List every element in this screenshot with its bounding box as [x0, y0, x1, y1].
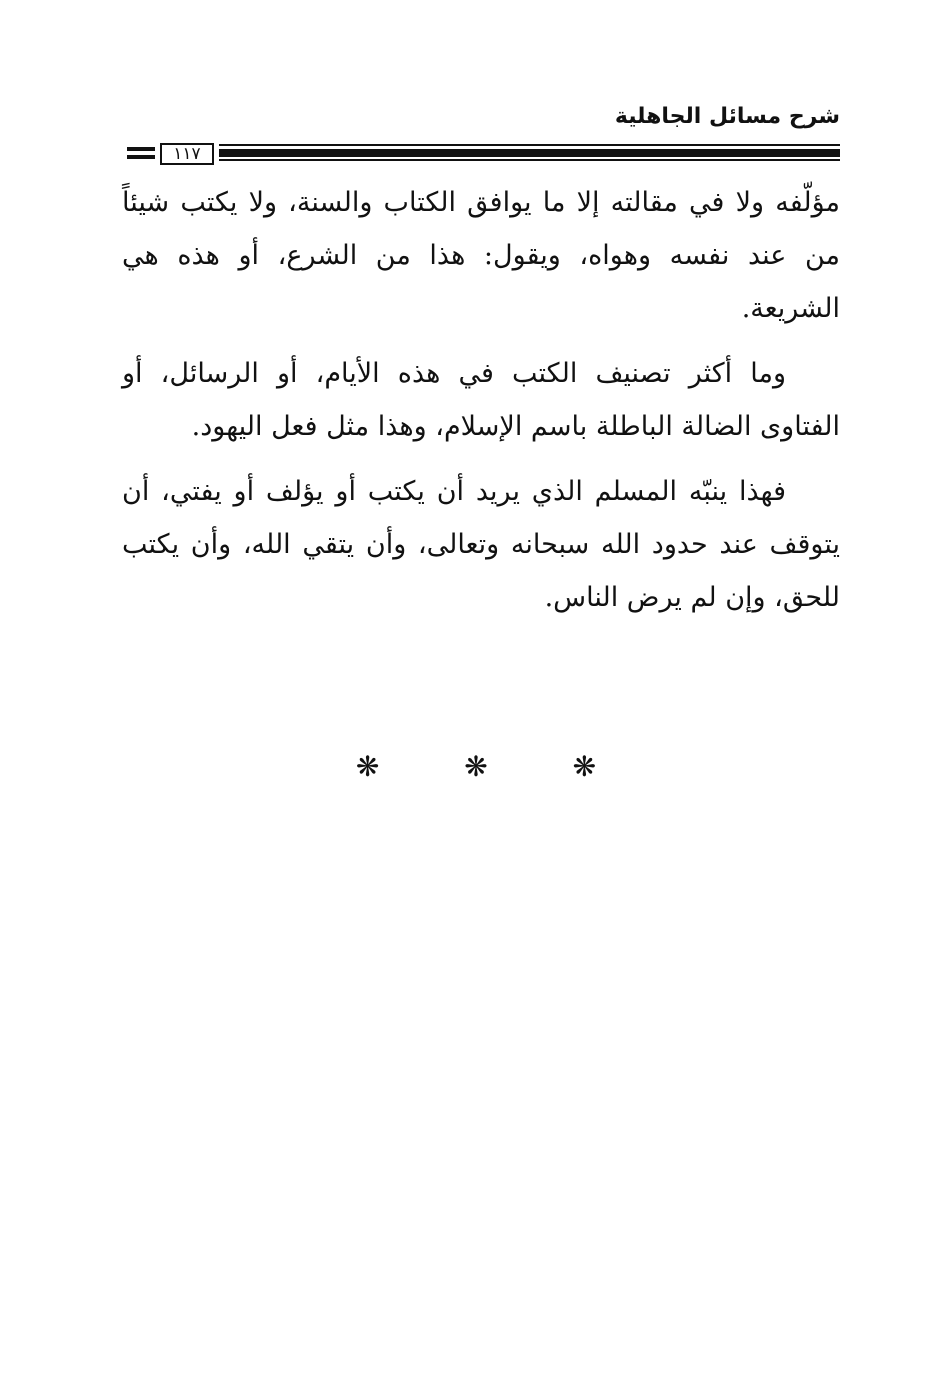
- header-rule-left-bars: [127, 147, 155, 159]
- header-rule-right-lines: [219, 143, 840, 163]
- paragraph-continuation: مؤلّفه ولا في مقالته إلا ما يوافق الكتاب والسنة، ولا يكتب شيئاً من عند نفسه وهواه، ويقول: هذا من الشرع، أو هذه هي الشريعة.: [122, 187, 840, 324]
- body-text: [122, 176, 840, 636]
- header-rule: [124, 143, 840, 163]
- paragraph: فهذا ينبّه المسلم الذي يريد أن يكتب أو يؤلف أو يفتي، أن يتوقف عند حدود الله سبحانه وتعالى، وأن يتقي الله، وأن يكتب للحق، وإن لم يرض الناس.: [122, 476, 840, 613]
- paragraph: وما أكثر تصنيف الكتب في هذه الأيام، أو الرسائل، أو الفتاوى الضالة الباطلة باسم الإسلام، وهذا مثل فعل اليهود.: [122, 358, 840, 442]
- running-header-title: شرح مسائل الجاهلية: [614, 104, 840, 129]
- page-number: ١١٧: [160, 143, 214, 165]
- section-separator-stars: ❋ ❋ ❋: [355, 750, 635, 783]
